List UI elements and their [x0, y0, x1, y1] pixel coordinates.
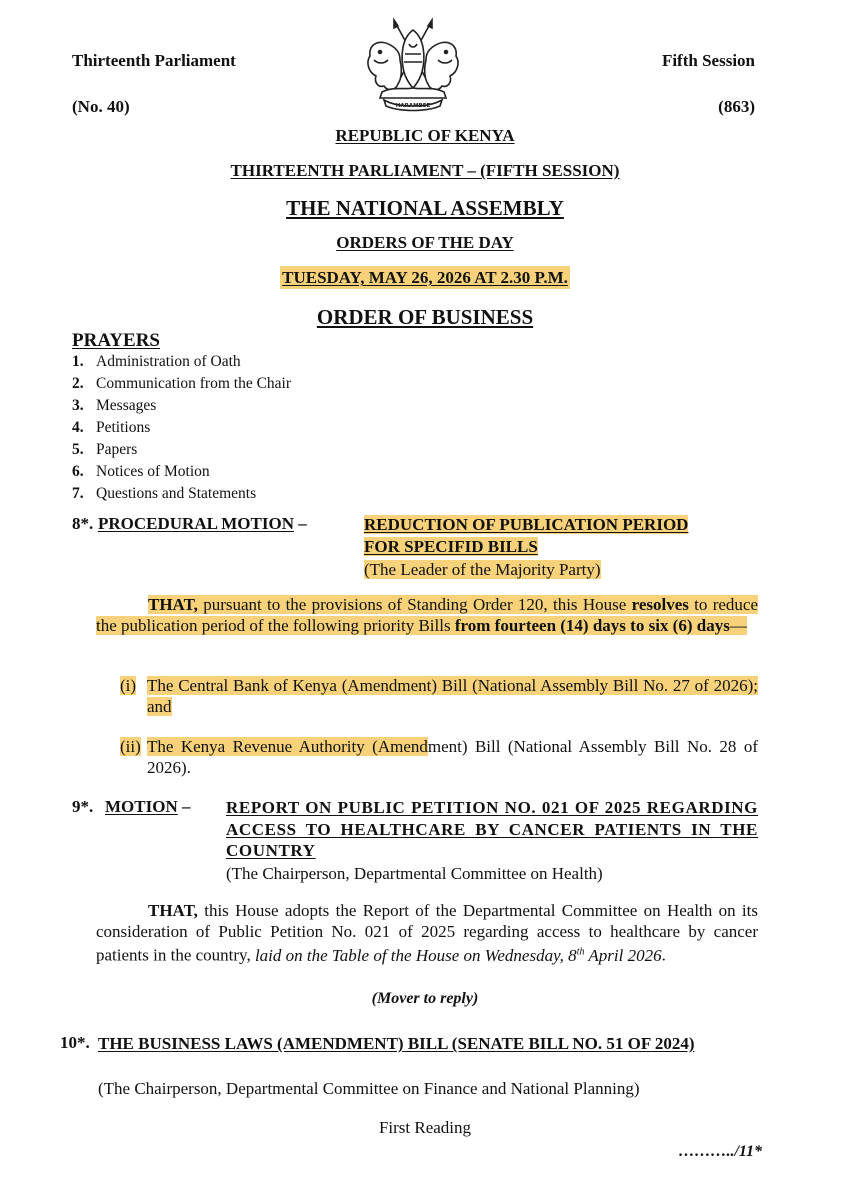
sitting-date [0, 268, 850, 288]
item10-number: 10*. [60, 1033, 90, 1052]
item9-mover: (The Chairperson, Departmental Committee on Health) [226, 864, 603, 883]
item9-title: REPORT ON PUBLIC PETITION NO. 021 OF 2025 REGARDING ACCESS TO HEALTHCARE BY CANCER PATIENTS IN THE COUNTRY [226, 798, 758, 860]
item9-mover-reply: (Mover to reply) [371, 990, 479, 1007]
item9-body: THAT, this House adopts the Report of the Departmental Committee on Health on its consideration of Public Petition No. 021 of 2025 regarding access to healthcare by cancer patients in the country, laid on the Table of the House on Wednesday, 8th April 2026. [96, 901, 758, 965]
item8-title: REDUCTION OF PUBLICATION PERIOD FOR SPECIFID BILLS [364, 515, 689, 556]
motto-text: HARAMBEE [395, 103, 431, 109]
list-item: 4. Petitions [72, 419, 151, 436]
item8-type: PROCEDURAL MOTION – [98, 514, 307, 533]
item8-body: THAT, pursuant to the provisions of Standing Order 120, this House resolves to reduce the publication period of the following priority Bills from fourteen (14) days to six (6) days— [96, 595, 758, 635]
list-item: 6. Notices of Motion [72, 463, 210, 480]
item8-sub-i-number: (i) [120, 676, 137, 695]
item10-stage: First Reading [378, 1118, 472, 1137]
item8-sub-i-text: The Central Bank of Kenya (Amendment) Bill (National Assembly Bill No. 27 of 2026); and [147, 676, 758, 716]
item8-sub-ii-text: The Kenya Revenue Authority (Amendment) Bill (National Assembly Bill No. 28 of 2026). [147, 737, 758, 777]
item10-title: THE BUSINESS LAWS (AMENDMENT) BILL (SENATE BILL NO. 51 OF 2024) [98, 1034, 695, 1053]
assembly-title: THE NATIONAL ASSEMBLY [286, 196, 564, 220]
order-of-business-title: ORDER OF BUSINESS [316, 305, 534, 329]
sitting-date-text: TUESDAY, MAY 26, 2026 AT 2.30 P.M. [282, 268, 568, 287]
continuation-marker: ………../11* [678, 1143, 762, 1160]
session-label: Fifth Session [661, 51, 755, 70]
item10-mover: (The Chairperson, Departmental Committee on Finance and National Planning) [98, 1079, 640, 1098]
item9-type: MOTION – [105, 797, 191, 816]
item9-number: 9*. [72, 797, 94, 816]
list-item: 5. Papers [72, 441, 138, 458]
page-number: (863) [718, 97, 755, 116]
item8-number: 8*. [72, 514, 94, 533]
item8-mover: (The Leader of the Majority Party) [364, 560, 601, 579]
list-item: 1. Administration of Oath [72, 353, 241, 370]
coat-of-arms-icon [358, 16, 468, 112]
republic-title: REPUBLIC OF KENYA [335, 126, 515, 145]
orders-title: ORDERS OF THE DAY [336, 233, 514, 252]
list-item: 7. Questions and Statements [72, 485, 257, 502]
prayers-heading: PRAYERS [72, 330, 160, 351]
parliament-title: THIRTEENTH PARLIAMENT – (FIFTH SESSION) [230, 161, 620, 180]
item8-sub-ii-number: (ii) [120, 737, 141, 756]
list-item: 3. Messages [72, 397, 157, 414]
list-item: 2. Communication from the Chair [72, 375, 292, 392]
parliament-label: Thirteenth Parliament [72, 51, 236, 70]
issue-number: (No. 40) [72, 97, 130, 116]
